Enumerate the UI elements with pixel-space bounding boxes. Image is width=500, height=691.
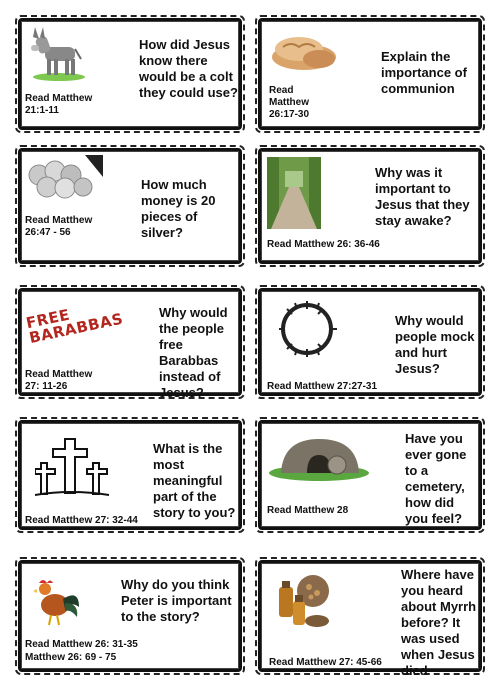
card-tomb (258, 420, 482, 530)
bread-icon (269, 29, 339, 73)
card-reference-line-2: Matthew 26: 69 - 75 (25, 652, 117, 663)
donkey-icon (27, 25, 89, 83)
card-question: Explain the importance of communion (381, 49, 467, 96)
card-reference: Read Matthew 26: 36-46 (267, 239, 380, 250)
card-reference: Read Matthew 27: 11-26 (25, 369, 93, 392)
card-coins (18, 148, 242, 264)
card-reference: Read Matthew 27:27-31 (267, 381, 378, 392)
card-crosses (18, 420, 242, 530)
card-question: Why was it important to Jesus that they stay awake? (375, 165, 470, 228)
card-reference: Read Matthew 28 (267, 505, 349, 516)
card-donkey (18, 18, 242, 130)
three-crosses-icon (35, 433, 109, 497)
card-question: Why would the people free Barabbas instead of Jesus? (159, 305, 228, 400)
card-barabbas (18, 288, 242, 400)
myrrh-bottles-icon (269, 571, 331, 633)
card-rooster (18, 560, 242, 672)
garden-path-icon (267, 157, 321, 229)
card-question: Have you ever gone to a cemetery, how did you feel? (405, 431, 467, 526)
crown-of-thorns-icon (271, 297, 343, 361)
card-question: What is the most meaningful part of the story to you? (153, 441, 236, 520)
card-reference-line-1: Read Matthew 26: 31-35 (25, 639, 138, 650)
card-reference: Read Matthew 26:47 - 56 (25, 215, 93, 238)
card-question: Why do you think Peter is important to the story? (121, 577, 232, 624)
card-reference: Read Matthew 27: 32-44 (25, 515, 138, 526)
card-bread (258, 18, 482, 130)
tomb-icon (267, 433, 371, 481)
card-question: How much money is 20 pieces of silver? (141, 177, 216, 240)
card-crown (258, 288, 482, 396)
card-garden (258, 148, 482, 264)
coins-icon (25, 155, 103, 203)
card-reference: Read Matthew 26:17-30 (269, 85, 310, 120)
card-question: Where have you heard about Myrrh before? It was used when Jesus died (401, 567, 477, 678)
rooster-icon (29, 573, 85, 629)
card-myrrh (258, 560, 482, 678)
card-question: Why would people mock and hurt Jesus? (395, 313, 475, 376)
free-barabbas-stamp: FREE BARABBAS (24, 305, 125, 348)
card-reference: Read Matthew 27: 45-66 (269, 657, 382, 668)
card-question: How did Jesus know there would be a colt they could use? (139, 37, 238, 100)
card-reference: Read Matthew 21:1-11 (25, 93, 93, 116)
